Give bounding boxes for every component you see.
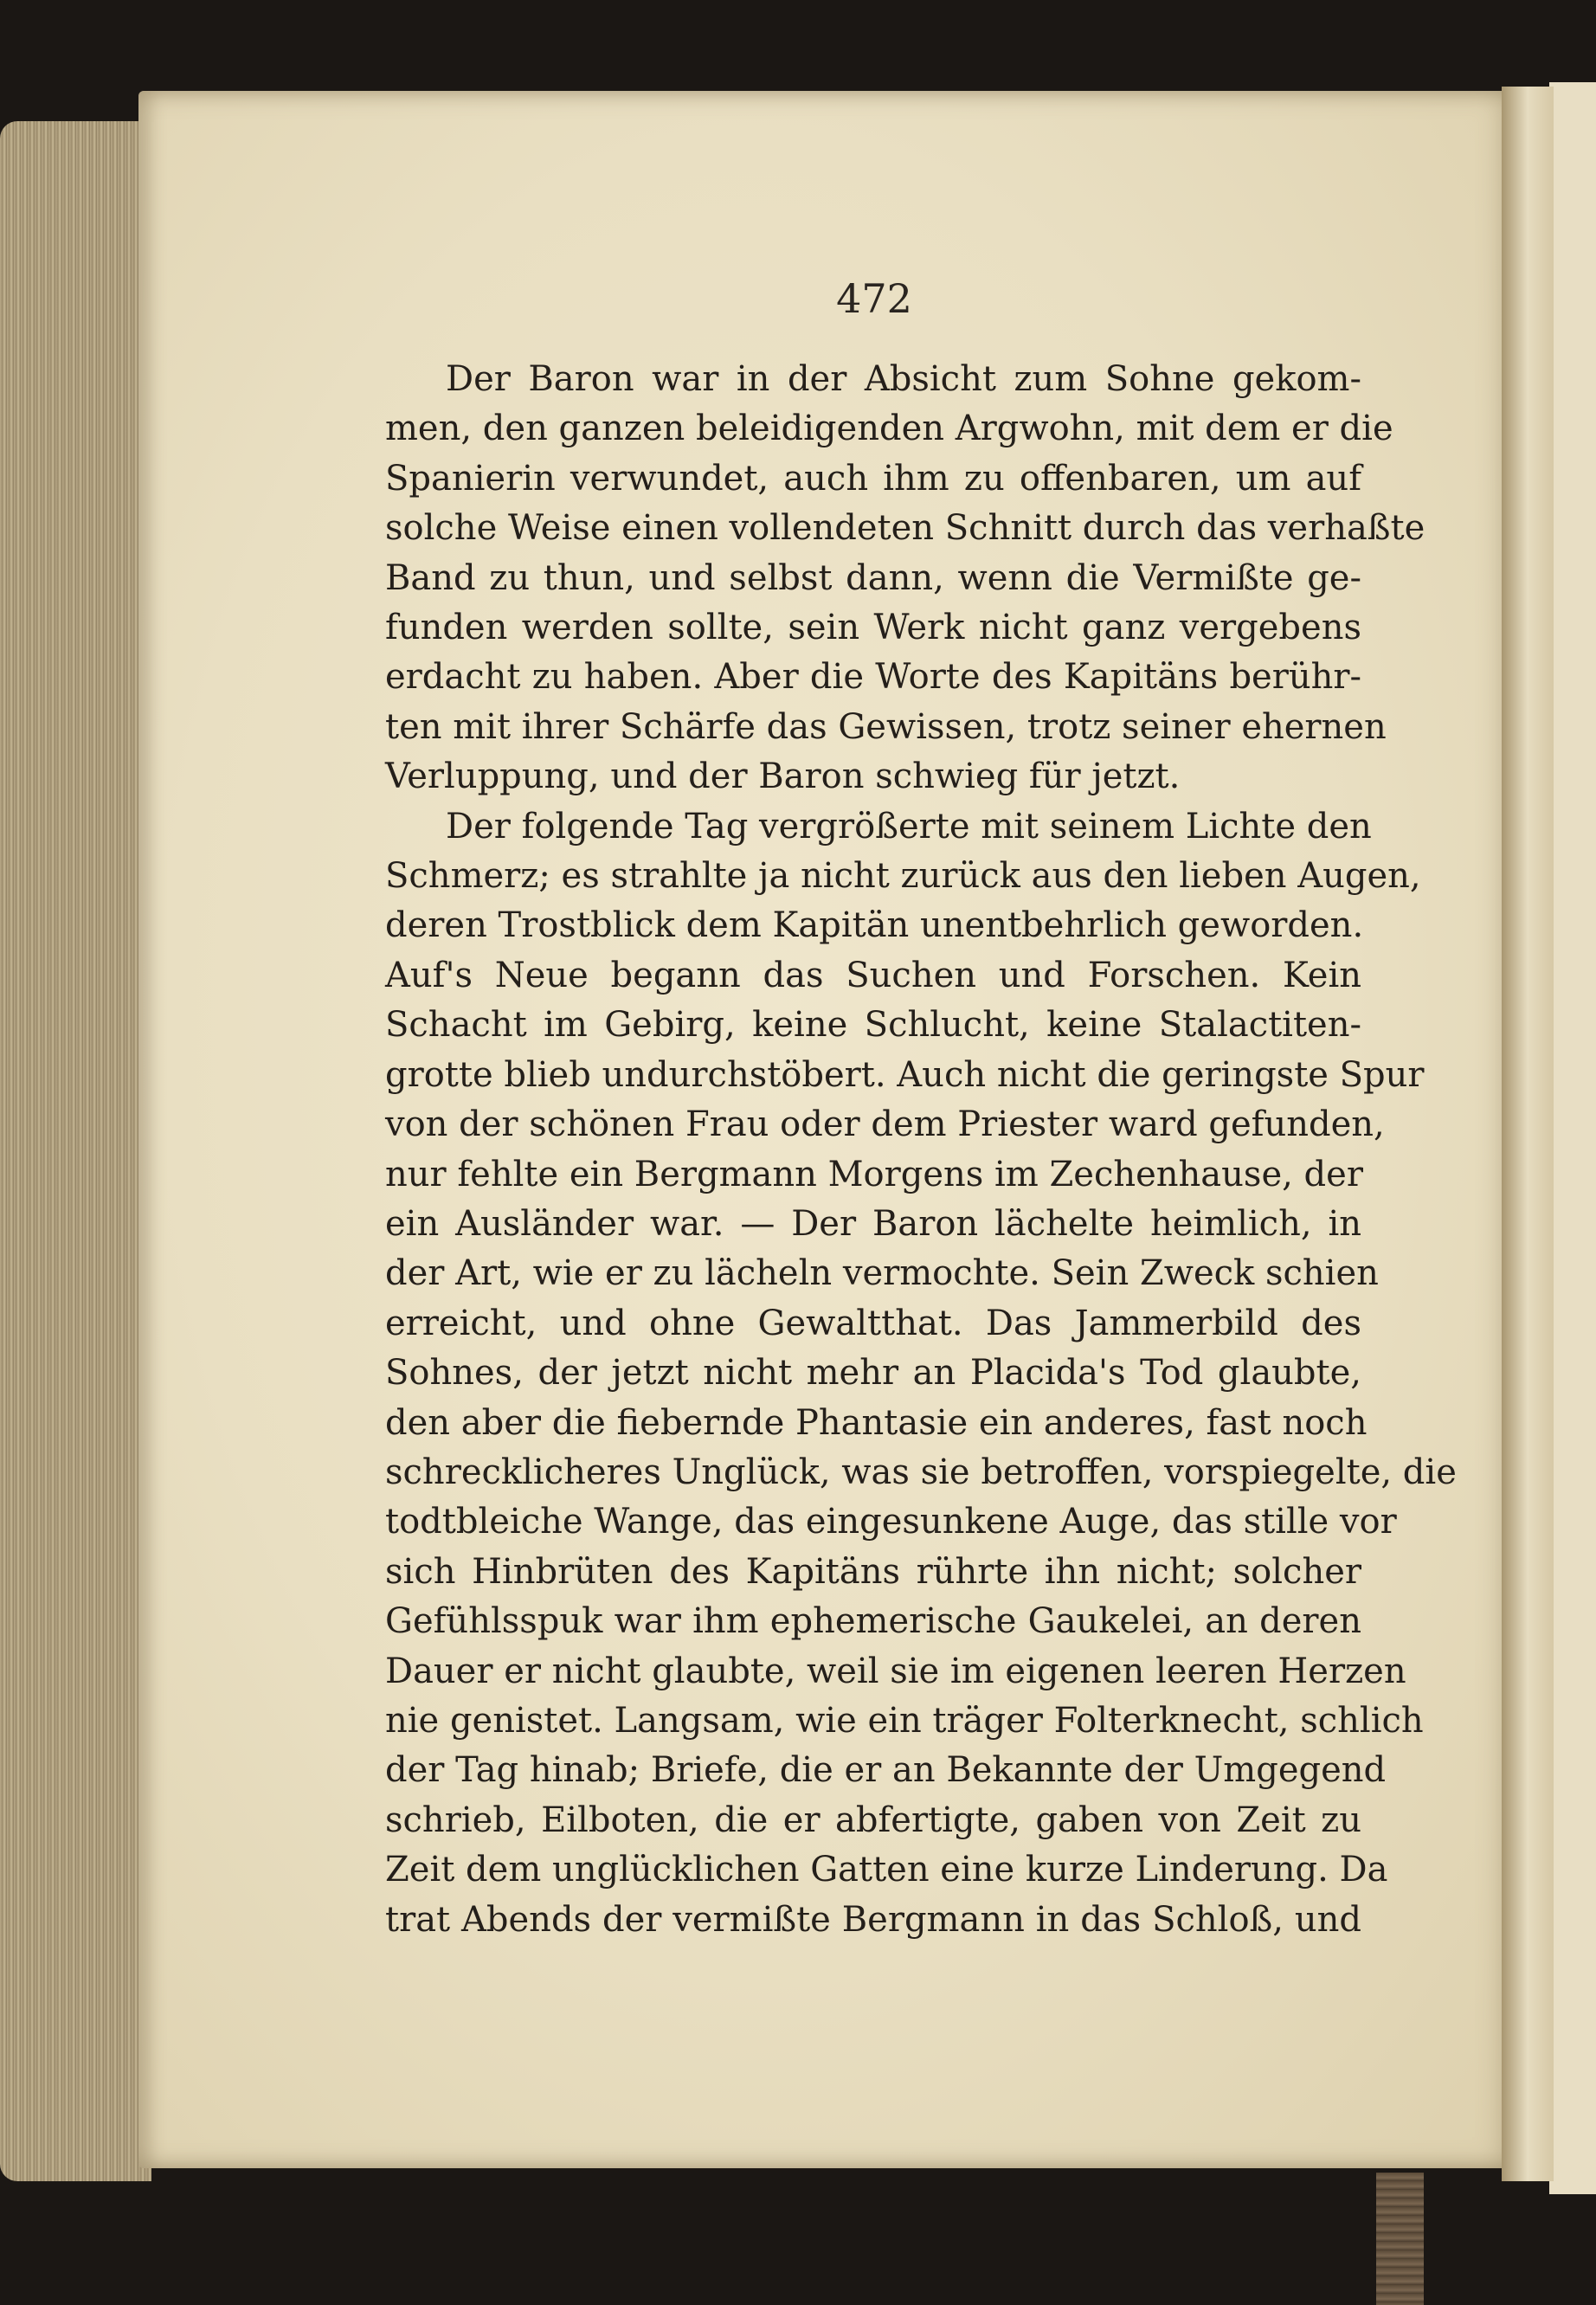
text-line: Dauer er nicht glaubte, weil sie im eigenen leeren Herzen [385, 1651, 1406, 1691]
text-line: Verluppung, und der Baron schwieg für jetzt. [385, 757, 1181, 797]
text-line: Der Baron war in der Absicht zum Sohne gekom- [446, 359, 1361, 399]
text-line: Band zu thun, und selbst dann, wenn die Vermißte ge- [385, 557, 1361, 598]
text-line: deren Trostblick dem Kapitän unentbehrlich geworden. [385, 905, 1364, 946]
text-line: der Tag hinab; Briefe, die er an Bekannte der Umgegend [385, 1750, 1387, 1791]
page-number: 472 [836, 275, 912, 322]
text-line: ein Ausländer war. — Der Baron lächelte heimlich, in [385, 1203, 1361, 1244]
text-line: trat Abends der vermißte Bergmann in das Schloß, und [385, 1899, 1361, 1940]
text-line: todtbleiche Wange, das eingesunkene Auge, das stille vor [385, 1502, 1397, 1542]
text-line: funden werden sollte, sein Werk nicht ganz vergebens [385, 608, 1361, 648]
text-line: Sohnes, der jetzt nicht mehr an Placida's Tod glaubte, [385, 1353, 1361, 1394]
bookmark-ribbon [1376, 2173, 1424, 2305]
text-line: Gefühlsspuk war ihm ephemerische Gaukelei, an deren [385, 1601, 1361, 1642]
facing-page-edge [1549, 82, 1596, 2194]
text-line: der Art, wie er zu lächeln vermochte. Sein Zweck schien [385, 1253, 1379, 1294]
text-line: erreicht, und ohne Gewaltthat. Das Jammerbild des [385, 1303, 1361, 1343]
text-line: nie genistet. Langsam, wie ein träger Folterknecht, schlich [385, 1700, 1424, 1741]
text-line: von der schönen Frau oder dem Priester ward gefunden, [385, 1104, 1385, 1145]
text-line: Zeit dem unglücklichen Gatten eine kurze Linderung. Da [385, 1850, 1388, 1890]
text-line: Schacht im Gebirg, keine Schlucht, keine Stalactiten- [385, 1005, 1361, 1046]
text-line: Schmerz; es strahlte ja nicht zurück aus den lieben Augen, [385, 856, 1421, 897]
text-line: sich Hinbrüten des Kapitäns rührte ihn nicht; solcher [385, 1551, 1361, 1592]
text-line: grotte blieb undurchstöbert. Auch nicht die geringste Spur [385, 1054, 1425, 1095]
book-gutter [1502, 87, 1554, 2181]
text-line: den aber die fiebernde Phantasie ein anderes, fast noch [385, 1402, 1368, 1443]
text-line: Auf's Neue begann das Suchen und Forschen. Kein [385, 955, 1361, 995]
text-line: solche Weise einen vollendeten Schnitt durch das verhaßte [385, 508, 1425, 549]
text-line: schrieb, Eilboten, die er abfertigte, gaben von Zeit zu [385, 1800, 1361, 1840]
text-line: Der folgende Tag vergrößerte mit seinem Lichte den [446, 806, 1372, 847]
text-line: men, den ganzen beleidigenden Argwohn, mit dem er die [385, 409, 1393, 449]
text-line: ten mit ihrer Schärfe das Gewissen, trotz seiner ehernen [385, 706, 1387, 747]
text-line: schrecklicheres Unglück, was sie betroffen, vorspiegelte, die [385, 1452, 1457, 1492]
book-page-edges [0, 121, 151, 2181]
body-text [385, 355, 1457, 1945]
paragraph [385, 802, 1457, 1945]
paragraph [385, 355, 1425, 802]
text-line: nur fehlte ein Bergmann Morgens im Zechenhause, der [385, 1154, 1363, 1194]
text-line: Spanierin verwundet, auch ihm zu offenbaren, um auf [385, 458, 1361, 499]
text-line: erdacht zu haben. Aber die Worte des Kapitäns berühr- [385, 657, 1361, 698]
